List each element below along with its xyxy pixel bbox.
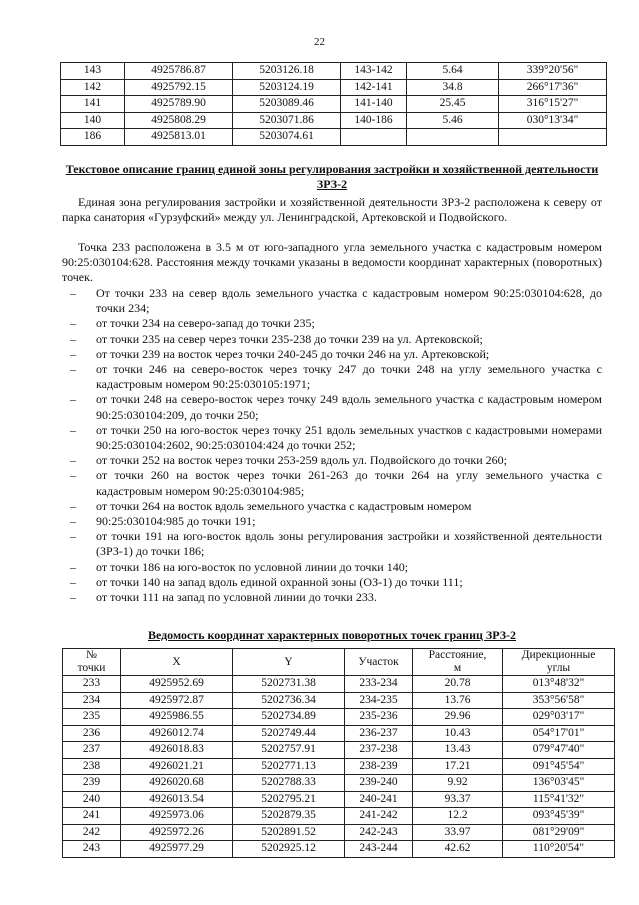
list-item [62,468,602,498]
y-coordinate-cell: 5203071.86 [233,112,341,129]
point-number-cell: 242 [63,824,121,841]
x-coordinate-cell: 4926018.83 [121,742,233,759]
list-item-text: от точки 191 на юго-восток вдоль зоны регулирования застройки и хозяйственной деятельности (ЗРЗ-1) до точки 186; [96,529,602,559]
x-coordinate-cell: 4925986.55 [121,709,233,726]
direction-angle-cell: 054°17'01" [503,725,615,742]
direction-angle-cell: 266°17'36" [499,79,607,96]
point-number-cell: 241 [63,808,121,825]
y-coordinate-cell: 5202757.91 [233,742,345,759]
list-item-text: от точки 234 на северо-запад до точки 235; [96,316,315,331]
coordinates-table-body [63,676,615,858]
y-coordinate-cell: 5202795.21 [233,791,345,808]
y-coordinate-cell: 5202749.44 [233,725,345,742]
list-item [62,332,602,347]
distance-cell: 5.64 [407,63,499,80]
list-item [62,575,602,590]
direction-angle-cell: 013°48'32" [503,676,615,693]
list-item-text: от точки 264 на восток вдоль земельного участка с кадастровым номером [96,498,472,513]
table-row [63,775,615,792]
y-coordinate-cell: 5202788.33 [233,775,345,792]
distance-cell: 25.45 [407,96,499,113]
segment-cell [341,129,407,146]
list-marker: – [70,498,76,513]
segment-cell: 140-186 [341,112,407,129]
point-number-cell: 239 [63,775,121,792]
distance-cell: 12.2 [413,808,503,825]
y-coordinate-cell: 5202879.35 [233,808,345,825]
segment-cell: 238-239 [345,758,413,775]
coordinates-table-continued [60,62,607,146]
list-marker: – [70,346,76,361]
y-coordinate-cell: 5202771.13 [233,758,345,775]
list-marker: – [70,574,76,589]
distance-cell: 42.62 [413,841,503,858]
distance-cell: 13.43 [413,742,503,759]
point-number-cell: 140 [61,112,125,129]
header-distance: Расстояние, м [413,649,503,676]
y-coordinate-cell: 5202734.89 [233,709,345,726]
point-number-cell: 186 [61,129,125,146]
table-row [63,841,615,858]
distance-cell: 9.92 [413,775,503,792]
list-item [62,347,602,362]
segment-cell: 236-237 [345,725,413,742]
x-coordinate-cell: 4926020.68 [121,775,233,792]
table-row [61,63,607,80]
list-item-text: от точки 235 на север через точки 235-238 до точки 239 на ул. Артековской; [96,331,483,346]
list-item-text: от точки 111 на запад по условной линии до точки 233. [96,590,377,605]
list-item-text: от точки 252 на восток через точки 253-259 вдоль ул. Подвойского до точки 260; [96,453,507,468]
list-marker: – [70,286,76,300]
boundary-route-list [62,286,602,605]
direction-angle-cell [499,129,607,146]
direction-angle-cell: 091°45'54" [503,758,615,775]
header-point-number: № точки [63,649,121,676]
list-item-text: 90:25:030104:985 до точки 191; [96,514,256,529]
distance-cell: 10.43 [413,725,503,742]
list-item-text: от точки 239 на восток через точки 240-245 до точки 246 на ул. Артековской; [96,346,490,361]
x-coordinate-cell: 4925808.29 [125,112,233,129]
header-segment: Участок [345,649,413,676]
list-item-text: от точки 260 на восток через точки 261-263 до точки 264 на углу земельного участка с кадастровым номером 90:25:030104:985; [96,468,602,498]
list-item [62,453,602,468]
segment-cell: 234-235 [345,692,413,709]
x-coordinate-cell: 4925786.87 [125,63,233,80]
list-marker: – [70,468,76,483]
table-row [61,129,607,146]
table-row [63,742,615,759]
direction-angle-cell: 030°13'34" [499,112,607,129]
point-number-cell: 238 [63,758,121,775]
y-coordinate-cell: 5202891.52 [233,824,345,841]
list-item [62,499,602,514]
segment-cell: 240-241 [345,791,413,808]
coordinates-table-header [63,649,615,676]
coordinates-table [62,648,615,858]
point-number-cell: 236 [63,725,121,742]
direction-angle-cell: 110°20'54" [503,841,615,858]
list-item-text: от точки 246 на северо-восток через точку 247 до точки 248 на углу земельного участка с кадастровым номером 90:25:030105:1971; [96,362,602,392]
start-point-text: Точка 233 расположена в 3.5 м от юго-западного угла земельного участка с кадастровым номером 90:25:030104:628. Расстояния между точками указаны в ведомости координат характерных (поворотных) точек. [62,240,602,285]
point-number-cell: 237 [63,742,121,759]
list-item [62,514,602,529]
table-row [61,96,607,113]
segment-cell: 241-242 [345,808,413,825]
table-row [63,725,615,742]
x-coordinate-cell: 4926021.21 [121,758,233,775]
list-item [62,286,602,316]
y-coordinate-cell: 5202925.12 [233,841,345,858]
list-marker: – [70,392,76,407]
direction-angle-cell: 093°45'39" [503,808,615,825]
point-number-cell: 240 [63,791,121,808]
table-row [61,112,607,129]
table-row [63,709,615,726]
x-coordinate-cell: 4925952.69 [121,676,233,693]
distance-cell: 93.37 [413,791,503,808]
list-marker: – [70,559,76,574]
direction-angle-cell: 115°41'32" [503,791,615,808]
list-item-text: от точки 250 на юго-восток через точку 251 вдоль земельных участков с кадастровыми номерами 90:25:030104:2602, 90:25:030104:424 до точки 252; [96,422,602,453]
y-coordinate-cell: 5202736.34 [233,692,345,709]
distance-cell: 20.78 [413,676,503,693]
distance-cell: 34.8 [407,79,499,96]
header-row [63,649,615,676]
list-item [62,316,602,331]
list-item [62,560,602,575]
distance-cell: 17.21 [413,758,503,775]
direction-angle-cell: 136°03'45" [503,775,615,792]
zone-location-text: Единая зона регулирования застройки и хозяйственной деятельности ЗРЗ-2 расположена к северу от парка санатория «Гурзуфский» между ул. Ленинградской, Артековской и Подвойского. [62,195,602,225]
x-coordinate-cell: 4925977.29 [121,841,233,858]
segment-cell: 143-142 [341,63,407,80]
x-coordinate-cell: 4925813.01 [125,129,233,146]
segment-cell: 233-234 [345,676,413,693]
list-item [62,590,602,605]
direction-angle-cell: 029°03'17" [503,709,615,726]
list-marker: – [70,331,76,346]
list-item [62,392,602,422]
coordinates-table-body [61,63,607,146]
distance-cell: 33.97 [413,824,503,841]
distance-cell [407,129,499,146]
coordinates-table-title: Ведомость координат характерных поворотных точек границ ЗРЗ-2 [147,628,517,642]
direction-angle-cell: 353°56'58" [503,692,615,709]
list-item-text: от точки 186 на юго-восток по условной линии до точки 140; [96,559,409,574]
segment-cell: 142-141 [341,79,407,96]
list-item-text: От точки 233 на север вдоль земельного участка с кадастровым номером 90:25:030104:628, до точки 234; [96,286,602,316]
point-number-cell: 142 [61,79,125,96]
distance-cell: 29.96 [413,709,503,726]
list-item [62,362,602,392]
point-number-cell: 243 [63,841,121,858]
table-row [63,791,615,808]
point-number-cell: 235 [63,709,121,726]
list-item [62,423,602,453]
x-coordinate-cell: 4926013.54 [121,791,233,808]
table-row [61,79,607,96]
segment-cell: 242-243 [345,824,413,841]
y-coordinate-cell: 5202731.38 [233,676,345,693]
y-coordinate-cell: 5203074.61 [233,129,341,146]
point-number-cell: 234 [63,692,121,709]
text-description-title: Текстовое описание границ единой зоны регулирования застройки и хозяйственной деятельности ЗРЗ-2 [65,162,599,191]
table-row [63,808,615,825]
y-coordinate-cell: 5203126.18 [233,63,341,80]
direction-angle-cell: 081°29'09" [503,824,615,841]
list-marker: – [70,453,76,468]
x-coordinate-cell: 4925973.06 [121,808,233,825]
table-row [63,824,615,841]
point-number-cell: 143 [61,63,125,80]
header-direction-angle: Дирекционные углы [503,649,615,676]
page-number: 22 [314,36,325,48]
x-coordinate-cell: 4925972.26 [121,824,233,841]
table-row [63,676,615,693]
table-row [63,692,615,709]
list-item [62,529,602,559]
table-row [63,758,615,775]
segment-cell: 141-140 [341,96,407,113]
header-x: X [121,649,233,676]
segment-cell: 239-240 [345,775,413,792]
list-marker: – [70,590,76,605]
point-number-cell: 141 [61,96,125,113]
segment-cell: 237-238 [345,742,413,759]
point-number-cell: 233 [63,676,121,693]
y-coordinate-cell: 5203089.46 [233,96,341,113]
segment-cell: 243-244 [345,841,413,858]
list-item-text: от точки 248 на северо-восток через точку 249 вдоль земельного участка с кадастровым номером 90:25:030104:209, до точки 250; [96,392,602,422]
x-coordinate-cell: 4925792.15 [125,79,233,96]
distance-cell: 5.46 [407,112,499,129]
zone-location-paragraph [62,195,602,225]
header-y: Y [233,649,345,676]
x-coordinate-cell: 4925972.87 [121,692,233,709]
segment-cell: 235-236 [345,709,413,726]
start-point-paragraph [62,240,602,286]
direction-angle-cell: 316°15'27" [499,96,607,113]
list-marker: – [70,514,76,529]
distance-cell: 13.76 [413,692,503,709]
direction-angle-cell: 079°47'40" [503,742,615,759]
list-marker: – [70,422,76,437]
list-item-text: от точки 140 на запад вдоль единой охранной зоны (ОЗ-1) до точки 111; [96,574,463,589]
x-coordinate-cell: 4926012.74 [121,725,233,742]
x-coordinate-cell: 4925789.90 [125,96,233,113]
list-marker: – [70,316,76,331]
y-coordinate-cell: 5203124.19 [233,79,341,96]
direction-angle-cell: 339°20'56" [499,63,607,80]
list-marker: – [70,362,76,377]
list-marker: – [70,529,76,544]
